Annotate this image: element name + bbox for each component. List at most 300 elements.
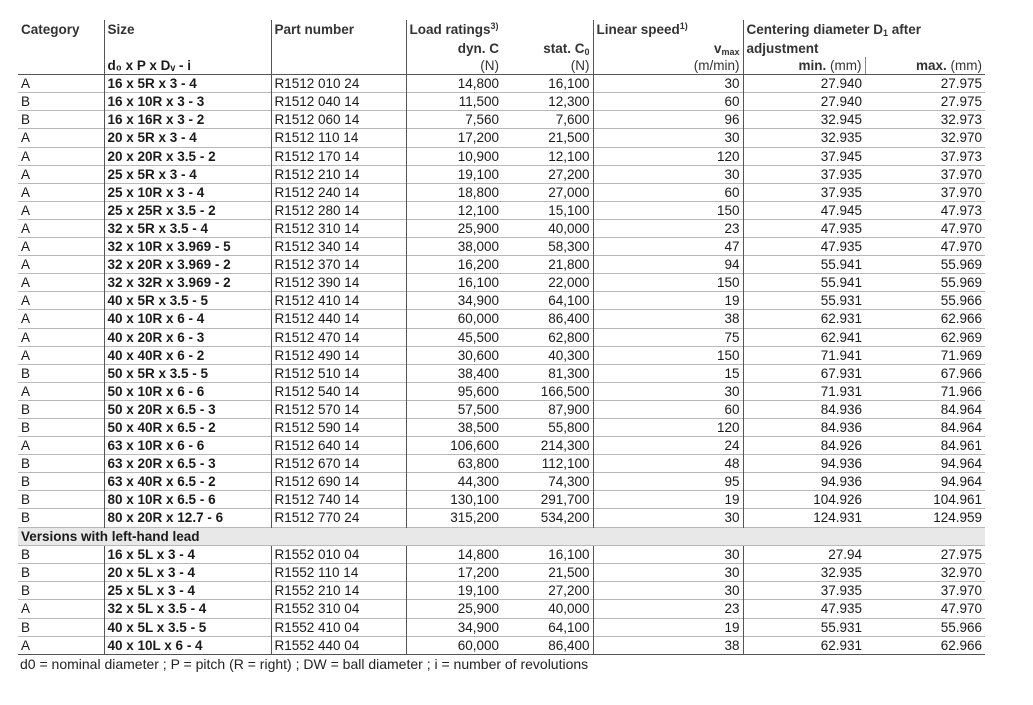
cell-dyn-c: 63,800 bbox=[406, 455, 502, 473]
table-row bbox=[18, 564, 985, 582]
cell-part-number: R1512 570 14 bbox=[271, 400, 406, 418]
cell-size: 40 x 5L x 3.5 - 5 bbox=[104, 618, 271, 636]
table-row bbox=[18, 364, 985, 382]
cell-max-diameter: 55.969 bbox=[865, 274, 985, 292]
cell-vmax: 24 bbox=[593, 437, 743, 455]
cell-stat-c0: 166,500 bbox=[502, 382, 593, 400]
cell-max-diameter: 37.970 bbox=[865, 582, 985, 600]
cell-dyn-c: 7,560 bbox=[406, 111, 502, 129]
cell-stat-c0: 27,000 bbox=[502, 183, 593, 201]
cell-size: 25 x 5R x 3 - 4 bbox=[104, 165, 271, 183]
table-row bbox=[18, 274, 985, 292]
cell-stat-c0: 112,100 bbox=[502, 455, 593, 473]
cell-max-diameter: 27.975 bbox=[865, 93, 985, 111]
cell-part-number: R1512 060 14 bbox=[271, 111, 406, 129]
header-adjustment: adjustment bbox=[743, 40, 985, 57]
cell-min-diameter: 124.931 bbox=[743, 509, 865, 527]
cell-category: B bbox=[18, 509, 104, 527]
cell-vmax: 38 bbox=[593, 310, 743, 328]
cell-size: 16 x 16R x 3 - 2 bbox=[104, 111, 271, 129]
cell-vmax: 120 bbox=[593, 147, 743, 165]
cell-part-number: R1512 470 14 bbox=[271, 328, 406, 346]
cell-category: A bbox=[18, 129, 104, 147]
cell-min-diameter: 47.935 bbox=[743, 600, 865, 618]
table-row bbox=[18, 93, 985, 111]
cell-stat-c0: 81,300 bbox=[502, 364, 593, 382]
cell-dyn-c: 17,200 bbox=[406, 564, 502, 582]
cell-stat-c0: 7,600 bbox=[502, 111, 593, 129]
header-size-formula: d₀ x P x Dᵥ - i bbox=[104, 57, 271, 75]
cell-category: B bbox=[18, 491, 104, 509]
cell-size: 40 x 40R x 6 - 2 bbox=[104, 346, 271, 364]
table-row bbox=[18, 129, 985, 147]
cell-dyn-c: 19,100 bbox=[406, 165, 502, 183]
header-part-number: Part number bbox=[271, 20, 406, 40]
cell-vmax: 30 bbox=[593, 582, 743, 600]
table-row bbox=[18, 292, 985, 310]
cell-size: 50 x 5R x 3.5 - 5 bbox=[104, 364, 271, 382]
table-row bbox=[18, 346, 985, 364]
cell-part-number: R1512 490 14 bbox=[271, 346, 406, 364]
cell-part-number: R1512 410 14 bbox=[271, 292, 406, 310]
cell-vmax: 19 bbox=[593, 292, 743, 310]
cell-stat-c0: 15,100 bbox=[502, 201, 593, 219]
cell-vmax: 47 bbox=[593, 238, 743, 256]
cell-min-diameter: 55.941 bbox=[743, 256, 865, 274]
section-title: Versions with left-hand lead bbox=[18, 527, 985, 546]
cell-min-diameter: 37.935 bbox=[743, 183, 865, 201]
cell-min-diameter: 84.926 bbox=[743, 437, 865, 455]
cell-max-diameter: 27.975 bbox=[865, 546, 985, 564]
cell-size: 25 x 10R x 3 - 4 bbox=[104, 183, 271, 201]
cell-part-number: R1552 440 04 bbox=[271, 636, 406, 654]
cell-size: 16 x 10R x 3 - 3 bbox=[104, 93, 271, 111]
cell-vmax: 48 bbox=[593, 455, 743, 473]
cell-max-diameter: 47.970 bbox=[865, 219, 985, 237]
cell-min-diameter: 37.935 bbox=[743, 582, 865, 600]
cell-min-diameter: 32.935 bbox=[743, 564, 865, 582]
cell-vmax: 120 bbox=[593, 418, 743, 436]
table-row bbox=[18, 636, 985, 654]
cell-vmax: 30 bbox=[593, 129, 743, 147]
cell-max-diameter: 55.969 bbox=[865, 256, 985, 274]
cell-vmax: 75 bbox=[593, 328, 743, 346]
cell-size: 40 x 10R x 6 - 4 bbox=[104, 310, 271, 328]
table-row bbox=[18, 201, 985, 219]
cell-min-diameter: 27.94 bbox=[743, 546, 865, 564]
cell-vmax: 23 bbox=[593, 219, 743, 237]
cell-dyn-c: 12,100 bbox=[406, 201, 502, 219]
cell-min-diameter: 55.941 bbox=[743, 274, 865, 292]
cell-max-diameter: 55.966 bbox=[865, 618, 985, 636]
cell-part-number: R1512 590 14 bbox=[271, 418, 406, 436]
header-centering-diameter: Centering diameter $D_1$ after bbox=[743, 20, 985, 40]
cell-stat-c0: 87,900 bbox=[502, 400, 593, 418]
cell-min-diameter: 55.931 bbox=[743, 618, 865, 636]
cell-max-diameter: 94.964 bbox=[865, 473, 985, 491]
header-category: Category bbox=[21, 22, 80, 37]
cell-dyn-c: 25,900 bbox=[406, 219, 502, 237]
cell-dyn-c: 95,600 bbox=[406, 382, 502, 400]
cell-size: 32 x 5R x 3.5 - 4 bbox=[104, 219, 271, 237]
cell-stat-c0: 86,400 bbox=[502, 636, 593, 654]
cell-category: A bbox=[18, 238, 104, 256]
cell-size: 40 x 20R x 6 - 3 bbox=[104, 328, 271, 346]
cell-vmax: 60 bbox=[593, 183, 743, 201]
cell-max-diameter: 37.970 bbox=[865, 165, 985, 183]
cell-category: A bbox=[18, 256, 104, 274]
cell-part-number: R1512 010 24 bbox=[271, 75, 406, 93]
table-row bbox=[18, 147, 985, 165]
cell-stat-c0: 62,800 bbox=[502, 328, 593, 346]
cell-part-number: R1512 390 14 bbox=[271, 274, 406, 292]
cell-stat-c0: 22,000 bbox=[502, 274, 593, 292]
table-row bbox=[18, 111, 985, 129]
cell-size: 20 x 5R x 3 - 4 bbox=[104, 129, 271, 147]
table-row bbox=[18, 455, 985, 473]
cell-max-diameter: 47.973 bbox=[865, 201, 985, 219]
cell-stat-c0: 27,200 bbox=[502, 165, 593, 183]
table-row bbox=[18, 183, 985, 201]
cell-max-diameter: 94.964 bbox=[865, 455, 985, 473]
cell-max-diameter: 62.966 bbox=[865, 310, 985, 328]
header-dyn-unit: (N) bbox=[406, 57, 502, 75]
cell-part-number: R1552 010 04 bbox=[271, 546, 406, 564]
table-row bbox=[18, 238, 985, 256]
cell-part-number: R1512 540 14 bbox=[271, 382, 406, 400]
table-row bbox=[18, 473, 985, 491]
cell-vmax: 15 bbox=[593, 364, 743, 382]
cell-min-diameter: 94.936 bbox=[743, 473, 865, 491]
cell-vmax: 94 bbox=[593, 256, 743, 274]
cell-min-diameter: 84.936 bbox=[743, 400, 865, 418]
cell-category: A bbox=[18, 636, 104, 654]
linear-speed-footnote-ref: 1) bbox=[679, 21, 688, 31]
cell-max-diameter: 32.970 bbox=[865, 129, 985, 147]
cell-vmax: 96 bbox=[593, 111, 743, 129]
cell-stat-c0: 534,200 bbox=[502, 509, 593, 527]
cell-dyn-c: 16,100 bbox=[406, 274, 502, 292]
cell-stat-c0: 55,800 bbox=[502, 418, 593, 436]
table-row bbox=[18, 256, 985, 274]
cell-min-diameter: 27.940 bbox=[743, 93, 865, 111]
cell-part-number: R1552 310 04 bbox=[271, 600, 406, 618]
cell-stat-c0: 21,800 bbox=[502, 256, 593, 274]
table-header bbox=[18, 20, 985, 75]
cell-vmax: 30 bbox=[593, 546, 743, 564]
cell-size: 20 x 20R x 3.5 - 2 bbox=[104, 147, 271, 165]
cell-stat-c0: 12,100 bbox=[502, 147, 593, 165]
cell-dyn-c: 130,100 bbox=[406, 491, 502, 509]
cell-min-diameter: 62.931 bbox=[743, 636, 865, 654]
cell-vmax: 150 bbox=[593, 346, 743, 364]
table-row bbox=[18, 618, 985, 636]
cell-stat-c0: 74,300 bbox=[502, 473, 593, 491]
cell-max-diameter: 104.961 bbox=[865, 491, 985, 509]
cell-stat-c0: 58,300 bbox=[502, 238, 593, 256]
cell-size: 50 x 10R x 6 - 6 bbox=[104, 382, 271, 400]
cell-min-diameter: 84.936 bbox=[743, 418, 865, 436]
header-load-ratings: Load ratings$^{3)}$ bbox=[406, 20, 593, 40]
cell-part-number: R1512 210 14 bbox=[271, 165, 406, 183]
cell-max-diameter: 124.959 bbox=[865, 509, 985, 527]
cell-dyn-c: 315,200 bbox=[406, 509, 502, 527]
cell-max-diameter: 47.970 bbox=[865, 238, 985, 256]
cell-dyn-c: 17,200 bbox=[406, 129, 502, 147]
cell-stat-c0: 40,000 bbox=[502, 600, 593, 618]
cell-part-number: R1512 640 14 bbox=[271, 437, 406, 455]
load-ratings-footnote-ref: 3) bbox=[490, 21, 499, 31]
table-row bbox=[18, 165, 985, 183]
cell-part-number: R1512 170 14 bbox=[271, 147, 406, 165]
cell-part-number: R1512 340 14 bbox=[271, 238, 406, 256]
cell-stat-c0: 16,100 bbox=[502, 75, 593, 93]
cell-max-diameter: 62.966 bbox=[865, 636, 985, 654]
cell-size: 32 x 5L x 3.5 - 4 bbox=[104, 600, 271, 618]
cell-size: 50 x 20R x 6.5 - 3 bbox=[104, 400, 271, 418]
header-stat-c0: stat. $C_0$ bbox=[543, 41, 590, 57]
cell-part-number: R1512 510 14 bbox=[271, 364, 406, 382]
cell-max-diameter: 71.966 bbox=[865, 382, 985, 400]
cell-size: 80 x 10R x 6.5 - 6 bbox=[104, 491, 271, 509]
header-max: max. (mm) bbox=[865, 57, 985, 75]
cell-max-diameter: 32.973 bbox=[865, 111, 985, 129]
cell-dyn-c: 38,500 bbox=[406, 418, 502, 436]
cell-category: B bbox=[18, 400, 104, 418]
cell-stat-c0: 40,300 bbox=[502, 346, 593, 364]
cell-category: B bbox=[18, 364, 104, 382]
cell-max-diameter: 84.961 bbox=[865, 437, 985, 455]
cell-min-diameter: 32.935 bbox=[743, 129, 865, 147]
cell-dyn-c: 11,500 bbox=[406, 93, 502, 111]
cell-category: A bbox=[18, 219, 104, 237]
cell-category: A bbox=[18, 201, 104, 219]
cell-min-diameter: 62.941 bbox=[743, 328, 865, 346]
cell-size: 63 x 10R x 6 - 6 bbox=[104, 437, 271, 455]
ball-screw-spec-table bbox=[18, 20, 985, 655]
cell-max-diameter: 84.964 bbox=[865, 418, 985, 436]
cell-min-diameter: 62.931 bbox=[743, 310, 865, 328]
cell-category: A bbox=[18, 346, 104, 364]
table-row bbox=[18, 219, 985, 237]
table-row bbox=[18, 509, 985, 527]
cell-category: A bbox=[18, 183, 104, 201]
cell-dyn-c: 19,100 bbox=[406, 582, 502, 600]
cell-size: 25 x 25R x 3.5 - 2 bbox=[104, 201, 271, 219]
cell-size: 20 x 5L x 3 - 4 bbox=[104, 564, 271, 582]
cell-category: B bbox=[18, 111, 104, 129]
cell-size: 80 x 20R x 12.7 - 6 bbox=[104, 509, 271, 527]
spec-table-container bbox=[18, 20, 988, 655]
cell-min-diameter: 71.931 bbox=[743, 382, 865, 400]
cell-part-number: R1512 040 14 bbox=[271, 93, 406, 111]
cell-category: A bbox=[18, 600, 104, 618]
cell-category: A bbox=[18, 292, 104, 310]
table-row bbox=[18, 437, 985, 455]
cell-dyn-c: 34,900 bbox=[406, 292, 502, 310]
header-speed-unit: (m/min) bbox=[593, 57, 743, 75]
table-row bbox=[18, 328, 985, 346]
cell-size: 50 x 40R x 6.5 - 2 bbox=[104, 418, 271, 436]
cell-max-diameter: 71.969 bbox=[865, 346, 985, 364]
cell-category: B bbox=[18, 93, 104, 111]
cell-part-number: R1512 280 14 bbox=[271, 201, 406, 219]
cell-vmax: 60 bbox=[593, 400, 743, 418]
cell-category: B bbox=[18, 582, 104, 600]
cell-dyn-c: 106,600 bbox=[406, 437, 502, 455]
cell-size: 32 x 20R x 3.969 - 2 bbox=[104, 256, 271, 274]
table-row bbox=[18, 310, 985, 328]
header-linear-speed: Linear speed$^{1)}$ bbox=[593, 20, 743, 40]
cell-min-diameter: 47.945 bbox=[743, 201, 865, 219]
cell-dyn-c: 10,900 bbox=[406, 147, 502, 165]
cell-dyn-c: 60,000 bbox=[406, 310, 502, 328]
cell-part-number: R1512 690 14 bbox=[271, 473, 406, 491]
cell-stat-c0: 64,100 bbox=[502, 292, 593, 310]
cell-stat-c0: 21,500 bbox=[502, 564, 593, 582]
cell-category: B bbox=[18, 564, 104, 582]
cell-min-diameter: 55.931 bbox=[743, 292, 865, 310]
cell-min-diameter: 37.935 bbox=[743, 165, 865, 183]
table-body bbox=[18, 75, 985, 655]
cell-max-diameter: 84.964 bbox=[865, 400, 985, 418]
cell-size: 16 x 5L x 3 - 4 bbox=[104, 546, 271, 564]
cell-vmax: 30 bbox=[593, 75, 743, 93]
footnote: d0 = nominal diameter ; P = pitch (R = right) ; DW = ball diameter ; i = number of revolutions bbox=[20, 656, 589, 672]
cell-dyn-c: 30,600 bbox=[406, 346, 502, 364]
table-row bbox=[18, 75, 985, 93]
cell-category: B bbox=[18, 618, 104, 636]
cell-size: 25 x 5L x 3 - 4 bbox=[104, 582, 271, 600]
table-row bbox=[18, 600, 985, 618]
cell-vmax: 23 bbox=[593, 600, 743, 618]
cell-dyn-c: 14,800 bbox=[406, 546, 502, 564]
cell-min-diameter: 47.935 bbox=[743, 219, 865, 237]
cell-vmax: 150 bbox=[593, 274, 743, 292]
header-dyn-c: dyn. C bbox=[406, 40, 502, 57]
cell-dyn-c: 34,900 bbox=[406, 618, 502, 636]
cell-category: B bbox=[18, 473, 104, 491]
cell-category: A bbox=[18, 310, 104, 328]
cell-dyn-c: 38,400 bbox=[406, 364, 502, 382]
cell-stat-c0: 64,100 bbox=[502, 618, 593, 636]
cell-max-diameter: 67.966 bbox=[865, 364, 985, 382]
header-size: Size bbox=[104, 20, 271, 40]
cell-vmax: 60 bbox=[593, 93, 743, 111]
cell-stat-c0: 12,300 bbox=[502, 93, 593, 111]
header-vmax: $v_{max}$ bbox=[593, 40, 743, 57]
cell-category: A bbox=[18, 147, 104, 165]
cell-dyn-c: 25,900 bbox=[406, 600, 502, 618]
cell-part-number: R1512 310 14 bbox=[271, 219, 406, 237]
cell-category: B bbox=[18, 418, 104, 436]
cell-max-diameter: 37.973 bbox=[865, 147, 985, 165]
cell-size: 40 x 5R x 3.5 - 5 bbox=[104, 292, 271, 310]
header-stat-unit: (N) bbox=[502, 57, 593, 75]
cell-part-number: R1552 210 14 bbox=[271, 582, 406, 600]
cell-stat-c0: 27,200 bbox=[502, 582, 593, 600]
cell-category: A bbox=[18, 328, 104, 346]
cell-part-number: R1512 240 14 bbox=[271, 183, 406, 201]
cell-vmax: 30 bbox=[593, 165, 743, 183]
section-header-left-hand-lead bbox=[18, 527, 985, 546]
table-row bbox=[18, 491, 985, 509]
cell-min-diameter: 67.931 bbox=[743, 364, 865, 382]
cell-part-number: R1552 110 14 bbox=[271, 564, 406, 582]
cell-dyn-c: 14,800 bbox=[406, 75, 502, 93]
table-row bbox=[18, 582, 985, 600]
cell-vmax: 95 bbox=[593, 473, 743, 491]
cell-max-diameter: 32.970 bbox=[865, 564, 985, 582]
cell-vmax: 19 bbox=[593, 618, 743, 636]
cell-stat-c0: 214,300 bbox=[502, 437, 593, 455]
cell-stat-c0: 40,000 bbox=[502, 219, 593, 237]
cell-dyn-c: 57,500 bbox=[406, 400, 502, 418]
cell-vmax: 30 bbox=[593, 382, 743, 400]
cell-size: 63 x 40R x 6.5 - 2 bbox=[104, 473, 271, 491]
cell-category: B bbox=[18, 455, 104, 473]
cell-dyn-c: 16,200 bbox=[406, 256, 502, 274]
cell-category: A bbox=[18, 75, 104, 93]
cell-vmax: 19 bbox=[593, 491, 743, 509]
cell-size: 32 x 10R x 3.969 - 5 bbox=[104, 238, 271, 256]
cell-max-diameter: 37.970 bbox=[865, 183, 985, 201]
cell-part-number: R1512 740 14 bbox=[271, 491, 406, 509]
cell-category: B bbox=[18, 546, 104, 564]
cell-dyn-c: 44,300 bbox=[406, 473, 502, 491]
cell-dyn-c: 18,800 bbox=[406, 183, 502, 201]
cell-category: A bbox=[18, 165, 104, 183]
cell-max-diameter: 62.969 bbox=[865, 328, 985, 346]
cell-category: A bbox=[18, 274, 104, 292]
cell-dyn-c: 45,500 bbox=[406, 328, 502, 346]
cell-min-diameter: 47.935 bbox=[743, 238, 865, 256]
cell-max-diameter: 47.970 bbox=[865, 600, 985, 618]
cell-dyn-c: 60,000 bbox=[406, 636, 502, 654]
cell-vmax: 30 bbox=[593, 509, 743, 527]
table-row bbox=[18, 382, 985, 400]
cell-vmax: 150 bbox=[593, 201, 743, 219]
cell-min-diameter: 37.945 bbox=[743, 147, 865, 165]
cell-category: A bbox=[18, 437, 104, 455]
cell-min-diameter: 27.940 bbox=[743, 75, 865, 93]
table-row bbox=[18, 418, 985, 436]
header-min: min. (mm) bbox=[743, 57, 865, 75]
cell-max-diameter: 55.966 bbox=[865, 292, 985, 310]
cell-part-number: R1512 440 14 bbox=[271, 310, 406, 328]
cell-min-diameter: 94.936 bbox=[743, 455, 865, 473]
cell-size: 16 x 5R x 3 - 4 bbox=[104, 75, 271, 93]
cell-part-number: R1512 110 14 bbox=[271, 129, 406, 147]
cell-size: 40 x 10L x 6 - 4 bbox=[104, 636, 271, 654]
cell-stat-c0: 291,700 bbox=[502, 491, 593, 509]
cell-size: 32 x 32R x 3.969 - 2 bbox=[104, 274, 271, 292]
cell-max-diameter: 27.975 bbox=[865, 75, 985, 93]
cell-min-diameter: 71.941 bbox=[743, 346, 865, 364]
cell-vmax: 38 bbox=[593, 636, 743, 654]
cell-category: A bbox=[18, 382, 104, 400]
cell-stat-c0: 16,100 bbox=[502, 546, 593, 564]
cell-min-diameter: 104.926 bbox=[743, 491, 865, 509]
table-row bbox=[18, 546, 985, 564]
cell-part-number: R1512 770 24 bbox=[271, 509, 406, 527]
cell-stat-c0: 21,500 bbox=[502, 129, 593, 147]
cell-part-number: R1552 410 04 bbox=[271, 618, 406, 636]
cell-stat-c0: 86,400 bbox=[502, 310, 593, 328]
cell-vmax: 30 bbox=[593, 564, 743, 582]
cell-min-diameter: 32.945 bbox=[743, 111, 865, 129]
table-row bbox=[18, 400, 985, 418]
